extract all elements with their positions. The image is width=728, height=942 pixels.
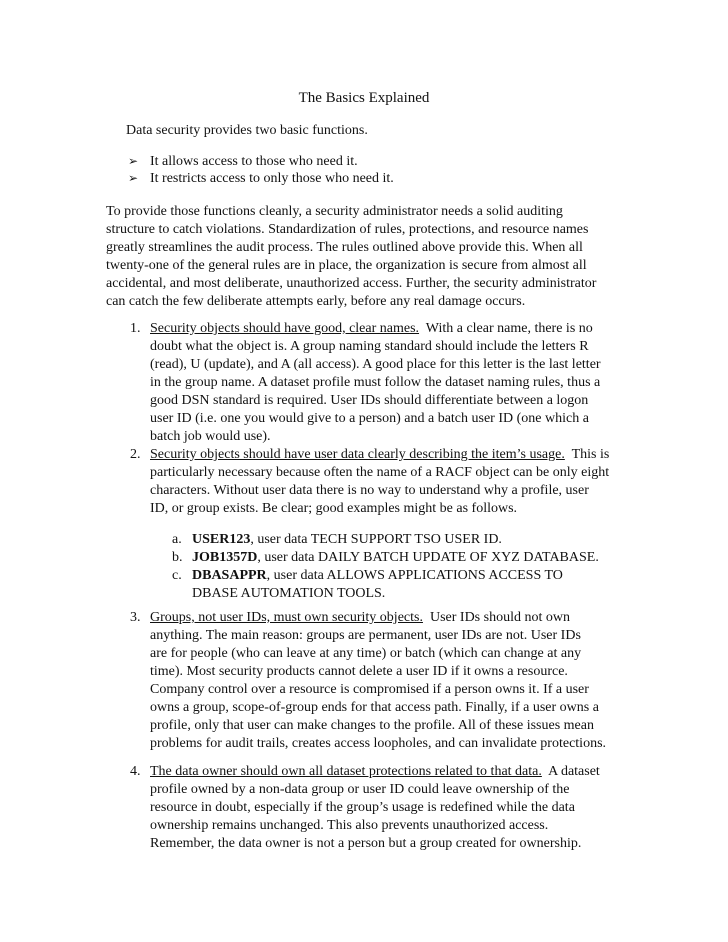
arrowhead-bullet-icon: ➢ (128, 171, 139, 185)
rule-line: time). Most security products cannot delete a user ID if it owns a resource. (150, 664, 568, 679)
rule-line: ID, or group exists. Be clear; good examples might be as follows. (150, 501, 518, 516)
rule-line: are for people (who can leave at any time) or batch (which can change at any (150, 646, 582, 661)
example-letter: a. (172, 532, 182, 547)
rule-item-2 (130, 446, 609, 518)
example-text: , user data DAILY BATCH UPDATE OF XYZ DATABASE. (257, 550, 599, 565)
rule-heading-tail: This is (564, 447, 610, 462)
rule-line: in the group name. A dataset profile must follow the dataset naming rules, thus a (150, 375, 601, 390)
rule-line: problems for audit trails, creates access loopholes, and can invalidate protections. (150, 736, 607, 751)
example-text: , user data TECH SUPPORT TSO USER ID. (250, 532, 502, 547)
paragraph-line: structure to catch violations. Standardization of rules, protections, and resource names (106, 222, 589, 237)
rule-line: doubt what the object is. A group naming standard should include the letters R (150, 339, 589, 354)
example-letter: c. (172, 568, 182, 583)
rule-number: 3. (130, 610, 141, 625)
rule-line: Company control over a resource is compromised if a person owns it. If a user (150, 682, 589, 697)
document-title: The Basics Explained (298, 90, 430, 106)
audit-paragraph (106, 203, 654, 311)
rule-line: batch job would use). (150, 429, 271, 444)
paragraph-line: twenty-one of the general rules are in place, the organization is secure from almost all (106, 258, 587, 273)
rule-item-1 (130, 320, 601, 446)
rule-line: characters. Without user data there is no way to understand why a profile, user (150, 483, 589, 498)
rule-heading: Security objects should have good, clear names. (150, 321, 420, 336)
example-name: DBASAPPR (192, 568, 267, 583)
example-letter: b. (172, 550, 183, 565)
rule-heading: The data owner should own all dataset protections related to that data. (150, 764, 542, 779)
rule-line: profile owned by a non-data group or user ID could leave ownership of the (150, 782, 570, 797)
arrowhead-bullet-icon: ➢ (128, 154, 139, 168)
rule-heading-tail: A dataset (541, 764, 600, 779)
bullet-text: It allows access to those who need it. (150, 154, 358, 169)
rule-line: anything. The main reason: groups are permanent, user IDs are not. User IDs (150, 628, 581, 643)
rule-line: user ID (i.e. one you would give to a person) and a batch user ID (one which a (150, 411, 589, 426)
intro-sentence: Data security provides two basic functions. (126, 123, 368, 138)
example-item (172, 549, 599, 567)
paragraph-line: To provide those functions cleanly, a security administrator needs a solid auditing (106, 204, 563, 219)
function-bullet-list (128, 153, 394, 187)
rule-item-4 (130, 763, 600, 853)
rule-heading-tail: With a clear name, there is no (419, 321, 593, 336)
rule-line: particularly necessary because often the name of a RACF object can be only eight (150, 465, 610, 480)
rule-line: profile, only that user can make changes to the profile. All of these issues mean (150, 718, 594, 733)
rule-item-3 (130, 609, 606, 753)
example-continuation (172, 585, 599, 603)
rule-line: resource in doubt, especially if the group’s usage is redefined while the data (150, 800, 575, 815)
rule-heading: Security objects should have user data clearly describing the item’s usage. (150, 447, 565, 462)
example-item (172, 531, 599, 549)
rule-line: (read), U (update), and A (all access). A good place for this letter is the last letter (150, 357, 601, 372)
example-item (172, 567, 599, 585)
rule-heading: Groups, not user IDs, must own security objects. (150, 610, 423, 625)
bullet-item (128, 170, 394, 187)
user-data-examples (172, 531, 599, 603)
example-text: , user data ALLOWS APPLICATIONS ACCESS TO (266, 568, 563, 583)
rule-number: 1. (130, 321, 141, 336)
bullet-item (128, 153, 394, 170)
paragraph-line: can catch the few deliberate attempts early, before any real damage occurs. (106, 294, 526, 309)
rule-line: ownership remains unchanged. This also prevents unauthorized access. (150, 818, 549, 833)
paragraph-line: greatly streamlines the audit process. The rules outlined above provide this. When all (106, 240, 583, 255)
example-name: JOB1357D (192, 550, 258, 565)
rule-line: good DSN standard is required. User IDs should differentiate between a logon (150, 393, 589, 408)
rule-heading-tail: User IDs should not own (422, 610, 570, 625)
paragraph-line: accidental, and most deliberate, unauthorized access. Further, the security administrator (106, 276, 597, 291)
rule-number: 2. (130, 447, 141, 462)
rule-number: 4. (130, 764, 141, 779)
example-continuation-text: DBASE AUTOMATION TOOLS. (192, 586, 386, 601)
rule-line: Remember, the data owner is not a person but a group created for ownership. (150, 836, 582, 851)
rule-line: owns a group, scope-of-group ends for that access path. Finally, if a user owns a (150, 700, 599, 715)
bullet-text: It restricts access to only those who need it. (150, 171, 394, 186)
example-name: USER123 (192, 532, 251, 547)
